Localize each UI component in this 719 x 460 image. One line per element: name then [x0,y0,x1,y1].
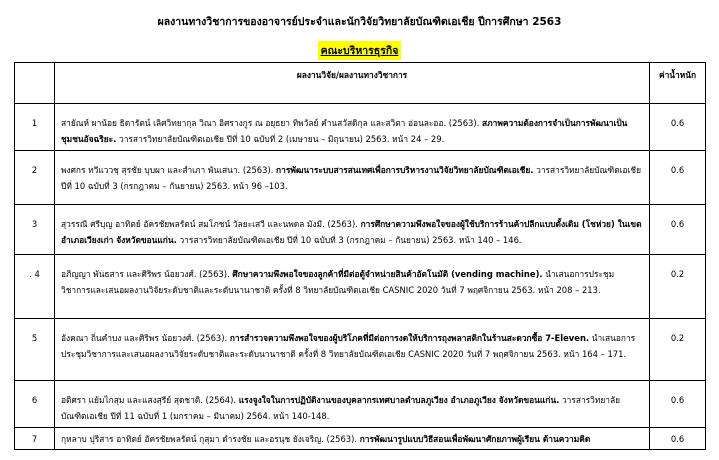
row-citation [55,319,650,381]
row-citation [55,104,650,151]
row-weight: 0.6 [650,428,706,450]
row-weight: 0.6 [650,381,706,428]
row-number: 5 [15,319,55,381]
citation-source: นำเสนอการประชุมวิชาการและเสนอผลงานวิจัยระดับชาติและระดับนานาชาติ ครั้งที่ 8 วิทยาลัยบัณฑิตเอเชีย CASNIC 2020 วันที่ 7 พฤศจิกายน 2563. หน้า 208 – 213. [61,269,615,295]
citation-title: การสำรวจความพึงพอใจของผู้บริโภคที่มีต่อการงดให้บริการถุงพลาสติกในร้านสะดวกซื้อ 7-Eleven. [229,333,590,343]
citation-title: การพัฒนาระบบสารสนเทศเพื่อการบริหารงานวิจัยวิทยาลัยบัณฑิตเอเชีย. [276,165,534,175]
row-citation [55,428,650,450]
row-citation [55,381,650,428]
row-citation [55,151,650,205]
faculty-heading-wrap [0,39,719,60]
row-weight: 0.6 [650,104,706,151]
publications-table [14,62,706,450]
citation-title: การพัฒนารูปแบบวิธีสอนเพื่อพัฒนาศักยภาพผู้เรียน ด้านความคิด [359,434,591,444]
table-row [15,428,706,450]
citation-source: วารสารวิทยาลัยบัณฑิตเอเชีย ปีที่ 10 ฉบับที่ 3 (กรกฎาคม – กันยายน) 2563. หน้า 96 –103. [61,165,642,191]
row-number: . 4 [15,255,55,319]
row-citation [55,255,650,319]
row-weight: 0.6 [650,151,706,205]
header-weight: ค่าน้ำหนัก [650,63,706,104]
row-number: 3 [15,205,55,255]
document-title: ผลงานทางวิชาการของอาจารย์ประจำและนักวิจัยวิทยาลัยบัณฑิตเอเชีย ปีการศึกษา 2563 [157,16,562,28]
row-citation [55,205,650,255]
header-work: ผลงานวิจัย/ผลงานทางวิชาการ [55,63,650,104]
citation-authors: อติศรา แย้มไกสุม และแสงสุรีย์ สุดชาติ. (2564). [61,395,239,405]
citation-title: สภาพความต้องการจำเป็นการพัฒนาเป็นชุมชนอัจฉริยะ. [61,118,628,144]
citation-title: การศึกษาความพึงพอใจของผู้ใช้บริการร้านค้าปลีกแบบดั้งเดิม (โชห่วย) ในเขตอำเภอเวียงเก่า จังหวัดขอนแก่น. [61,219,642,245]
table-row [15,381,706,428]
table-row [15,104,706,151]
table-row [15,255,706,319]
row-number: 7 [15,428,55,450]
citation-source: วารสารวิทยาลัยบัณฑิตเอเชีย ปีที่ 10 ฉบับที่ 3 (กรกฎาคม – กันยายน) 2563. หน้า 140 – 146. [176,235,522,245]
row-number: 1 [15,104,55,151]
citation-authors: กุหลาบ ปุริสาร อาทิตย์ อัครชัยพลรัตน์ กุสุมา ดำรงชัย และอรนุช ยังเจริญ. (2563). [61,434,360,444]
table-row [15,151,706,205]
citation-authors: พงศกร ทวีแววชุ สุรชัย บุบผา และสำเภา พันเสนา. (2563). [61,165,277,175]
citation-source: วารสารวิทยาลัยบัณฑิตเอเชีย ปีที่ 10 ฉบับที่ 2 (เมษายน – มิถุนายน) 2563. หน้า 24 – 29. [116,134,445,144]
citation-authors: สุวรรณี ศรีบุญ อาทิตย์ อัครชัยพลรัตน์ สมโภชน์ วัลยะเสวี และนพดล มังมี. (2563). [61,219,361,229]
citation-authors: สายัณห์ ผาน้อย ธิดารัตน์ เลิศวิทยากุล วิณา อิศรางกูร ณ อยุธยา ทิพวัลย์ คำนสวัสดิกุล และสวิตา อ่อนละออ. (2563). [61,118,482,128]
citation-title: ศึกษาความพึงพอใจของลูกค้าที่มีต่อตู้จำหน่ายสินค้าอัตโนมัติ (vending machine). [232,269,543,279]
citation-authors: อังคณา ถิ่นคำบง และศิริพร น้อยวงศ์. (2563). [61,333,230,343]
table-row [15,205,706,255]
row-number: 6 [15,381,55,428]
citation-authors: อภิญญา พันธสาร และศิริพร น้อยวงศ์. (2563). [61,269,233,279]
row-weight: 0.2 [650,319,706,381]
citation-source: วารสารวิทยาลัยบัณฑิตเอเชีย ปีที่ 11 ฉบับที่ 1 (มกราคม – มีนาคม) 2564. หน้า 140-148. [61,395,621,421]
citation-title: แรงจูงใจในการปฏิบัติงานของบุคลากรเทศบาลตำบลภูเวียง อำเภอภูเวียง จังหวัดขอนแก่น. [238,395,560,405]
table-row [15,319,706,381]
row-weight: 0.2 [650,255,706,319]
faculty-heading: คณะบริหารธุรกิจ [318,41,402,60]
citation-source: นำเสนอการประชุมวิชาการและเสนอผลงานวิจัยระดับชาติและระดับนานาชาติ ครั้งที่ 8 วิทยาลัยบัณฑิตเอเชีย CASNIC 2020 วันที่ 7 พฤศจิกายน 2563. หน้า 164 – 171. [61,333,636,359]
table-header-row [15,63,706,104]
header-number [15,63,55,104]
row-number: 2 [15,151,55,205]
row-weight: 0.6 [650,205,706,255]
